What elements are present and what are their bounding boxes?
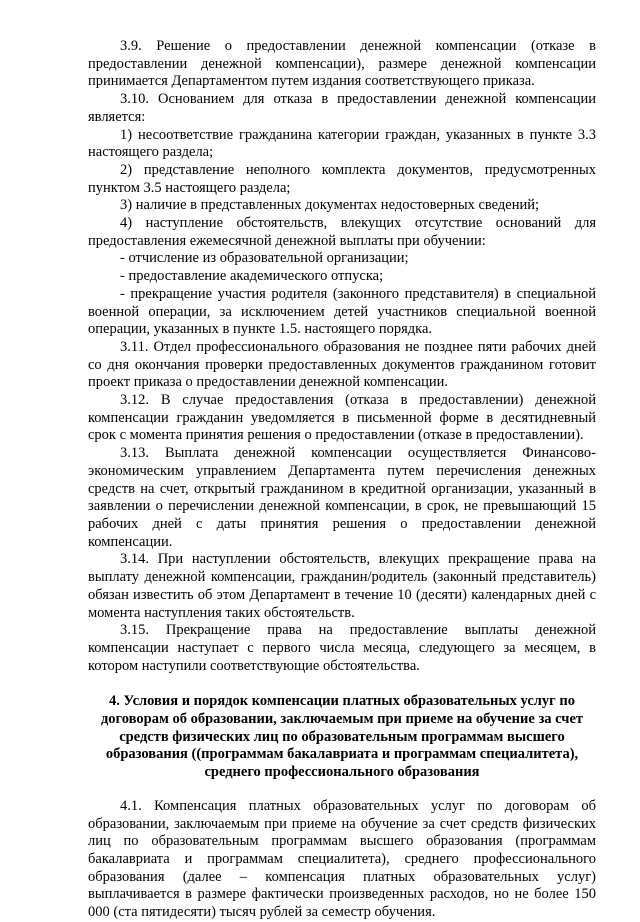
- sub-item-participation-end: - прекращение участия родителя (законного представителя) в специальной военной операции, за исключением детей участников специальной военной операции, указанных в пункте 1.5. настоящего порядка.: [88, 285, 596, 338]
- list-item-4: 4) наступление обстоятельств, влекущих отсутствие оснований для предоставления ежемесячной денежной выплаты при обучении:: [88, 215, 596, 249]
- list-item-2: 2) представление неполного комплекта документов, предусмотренных пунктом 3.5 настоящего раздела;: [88, 161, 596, 196]
- paragraph-3-12: 3.12. В случае предоставления (отказа в предоставлении) денежной компенсации гражданин уведомляется в письменной форме в десятидневный срок с момента принятия решения о предоставлении (отказе в предоставлении).: [88, 392, 596, 444]
- paragraph-4-1: 4.1. Компенсация платных образовательных услуг по договорам об образовании, заключаемым при приеме на обучение за счет средств физических лиц по образовательным программам высшего образования (программам бакалавриата и программам специалитета), среднего профессионального образования (далее – компенсация платных образовательных услуг) выплачивается в размере фактически произведенных расходов, но не более 150 000 (ста пятидесяти) тысяч рублей за семестр обучения.: [88, 797, 596, 921]
- sub-item-expulsion: - отчисление из образовательной организации;: [120, 250, 409, 267]
- paragraph-3-13: 3.13. Выплата денежной компенсации осуществляется Финансово-экономическим управлением Департамента путем перечисления денежных средств на счет, открытый гражданином в кредитной организации, указанный в заявлении о перечислении денежной компенсации, в срок, не превышающий 15 рабочих дней с даты принятия решения о предоставлении денежной компенсации.: [88, 445, 596, 550]
- list-item-1: 1) несоответствие гражданина категории граждан, указанных в пункте 3.3 настоящего раздела;: [88, 126, 596, 161]
- paragraph-3-15: 3.15. Прекращение права на предоставление выплаты денежной компенсации наступает с первого числа месяца, следующего за месяцем, в котором наступили соответствующие обстоятельства.: [88, 622, 596, 674]
- sub-item-academic-leave: - предоставление академического отпуска;: [120, 268, 384, 285]
- list-item-3: 3) наличие в представленных документах недостоверных сведений;: [120, 197, 540, 214]
- spacer: [88, 782, 596, 798]
- paragraph-3-10: 3.10. Основанием для отказа в предоставлении денежной компенсации является:: [88, 91, 596, 125]
- section-4-heading: 4. Условия и порядок компенсации платных образовательных услуг по договорам об образовании, заключаемым при приеме на обучение за счет средств физических лиц по образовательным программам высшего образования ((программам бакалавриата и программам специалитета), среднего профессионального образования: [100, 693, 584, 781]
- paragraph-3-9: 3.9. Решение о предоставлении денежной компенсации (отказе в предоставлении денежной компенсации), размере денежной компенсации принимается Департаментом путем издания соответствующего приказа.: [88, 38, 596, 90]
- paragraph-3-11: 3.11. Отдел профессионального образования не позднее пяти рабочих дней со дня окончания проверки предоставленных документов гражданином готовит проект приказа о предоставлении денежной компенсации.: [88, 338, 596, 391]
- paragraph-3-14: 3.14. При наступлении обстоятельств, влекущих прекращение права на выплату денежной компенсации, гражданин/родитель (законный представитель) обязан известить об этом Департамент в течение 10 (десяти) календарных дней с момента наступления таких обстоятельств.: [88, 551, 596, 621]
- document-page: [88, 38, 596, 922]
